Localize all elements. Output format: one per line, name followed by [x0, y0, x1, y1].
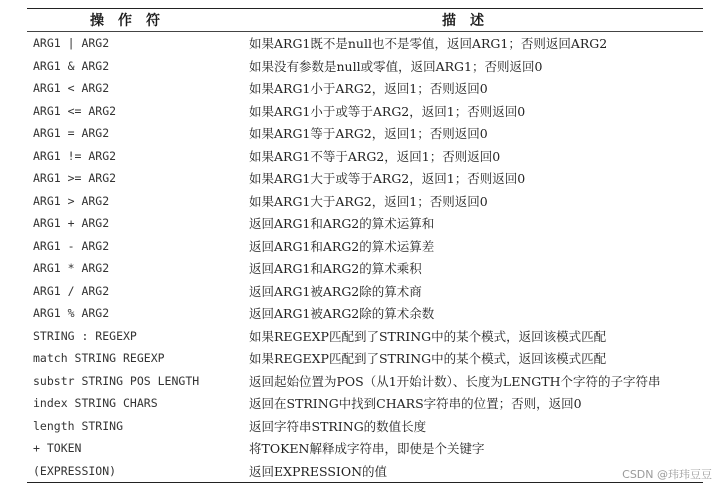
- description-cell: 返回ARG1被ARG2除的算术余数: [249, 306, 435, 322]
- table-row: [27, 370, 703, 393]
- table-row: [27, 100, 703, 123]
- table-row: [27, 32, 703, 55]
- table-row: [27, 257, 703, 280]
- table-row: [27, 77, 703, 100]
- operator-cell: ARG1 >= ARG2: [33, 171, 117, 186]
- operator-cell: STRING : REGEXP: [33, 328, 137, 343]
- description-cell: 如果REGEXP匹配到了STRING中的某个模式，返回该模式匹配: [249, 351, 607, 367]
- operator-cell: (EXPRESSION): [27, 460, 237, 483]
- operator-cell: index STRING CHARS: [33, 396, 158, 411]
- table-row: [27, 280, 703, 303]
- operator-cell: ARG1 & ARG2: [33, 58, 110, 73]
- description-cell: 返回ARG1和ARG2的算术运算差: [249, 238, 435, 254]
- operator-cell: ARG1 = ARG2: [33, 126, 110, 141]
- description-cell: 返回ARG1和ARG2的算术运算和: [249, 216, 435, 232]
- table-row: [27, 167, 703, 190]
- operator-cell: match STRING REGEXP: [33, 351, 165, 366]
- table-row: [27, 145, 703, 168]
- table-row: [27, 302, 703, 325]
- table-row: [27, 460, 703, 483]
- operator-cell: ARG1 | ARG2: [33, 36, 110, 51]
- table-row: [27, 325, 703, 348]
- description-cell: 如果ARG1大于ARG2，返回1；否则返回0: [249, 193, 488, 209]
- table-row: [27, 55, 703, 78]
- table-header-row: [27, 9, 703, 32]
- description-cell: 将TOKEN解释成字符串，即使是个关键字: [249, 441, 485, 457]
- operator-cell: ARG1 > ARG2: [33, 193, 110, 208]
- description-cell: 返回EXPRESSION的值: [237, 460, 703, 483]
- operator-cell: ARG1 % ARG2: [33, 306, 110, 321]
- header-operator: 操作符: [27, 9, 237, 32]
- table-row: [27, 235, 703, 258]
- description-cell: 返回字符串STRING的数值长度: [249, 418, 427, 434]
- operator-cell: ARG1 < ARG2: [33, 81, 110, 96]
- operator-cell: ARG1 - ARG2: [33, 238, 110, 253]
- description-cell: 如果ARG1小于或等于ARG2，返回1；否则返回0: [249, 103, 526, 119]
- table-row: [27, 415, 703, 438]
- table-row: [27, 437, 703, 460]
- description-cell: 如果ARG1等于ARG2，返回1；否则返回0: [249, 126, 488, 142]
- operator-cell: ARG1 <= ARG2: [33, 103, 117, 118]
- operator-table: [27, 8, 703, 483]
- table-row: [27, 347, 703, 370]
- description-cell: 如果ARG1小于ARG2，返回1；否则返回0: [249, 81, 488, 97]
- operator-cell: ARG1 / ARG2: [33, 283, 110, 298]
- operator-cell: ARG1 + ARG2: [33, 216, 110, 231]
- operator-cell: ARG1 != ARG2: [33, 148, 117, 163]
- operator-cell: ARG1 * ARG2: [33, 261, 110, 276]
- description-cell: 返回起始位置为POS（从1开始计数）、长度为LENGTH个字符的子字符串: [249, 373, 661, 389]
- description-cell: 如果ARG1大于或等于ARG2，返回1；否则返回0: [249, 171, 526, 187]
- table-row: [27, 122, 703, 145]
- watermark: CSDN @玮玮豆豆: [622, 468, 712, 481]
- description-cell: 如果REGEXP匹配到了STRING中的某个模式，返回该模式匹配: [249, 328, 607, 344]
- table-row: [27, 212, 703, 235]
- table-body: [27, 32, 703, 483]
- description-cell: 返回ARG1被ARG2除的算术商: [249, 283, 422, 299]
- table-row: [27, 392, 703, 415]
- description-cell: 如果没有参数是null或零值，返回ARG1；否则返回0: [249, 58, 543, 74]
- operator-cell: length STRING: [33, 418, 124, 433]
- table-row: [27, 190, 703, 213]
- description-cell: 如果ARG1既不是null也不是零值，返回ARG1；否则返回ARG2: [249, 36, 608, 52]
- description-cell: 如果ARG1不等于ARG2，返回1；否则返回0: [249, 148, 501, 164]
- header-description: 描述: [237, 9, 703, 32]
- description-cell: 返回ARG1和ARG2的算术乘积: [249, 261, 422, 277]
- description-cell: 返回在STRING中找到CHARS字符串的位置；否则，返回0: [249, 396, 582, 412]
- operator-cell: substr STRING POS LENGTH: [33, 373, 200, 388]
- operator-cell: + TOKEN: [33, 441, 82, 456]
